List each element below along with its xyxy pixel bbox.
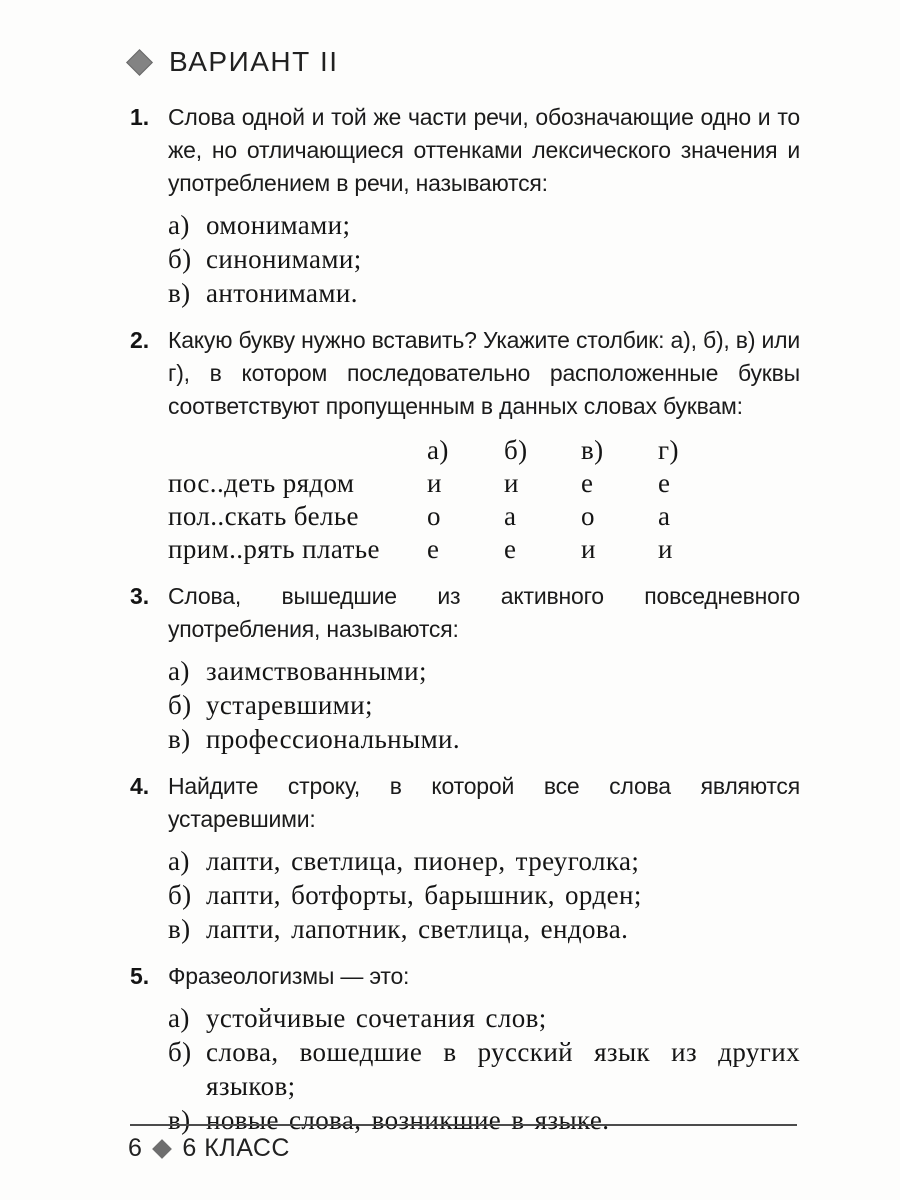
- option-text: антонимами.: [206, 278, 358, 308]
- option: [168, 1103, 800, 1137]
- option: [168, 242, 800, 276]
- table-row: [168, 467, 800, 500]
- option-letter: а): [168, 1003, 190, 1033]
- question-5: [130, 960, 800, 1151]
- table-col-header: а): [427, 435, 449, 465]
- table-word: пос..деть рядом: [168, 468, 355, 498]
- question-body: [168, 101, 800, 324]
- option: [168, 912, 800, 946]
- option-text: профессиональными.: [206, 724, 461, 754]
- options-list: [168, 654, 800, 756]
- question-body: [168, 770, 800, 960]
- question-text: Слова, вышедшие из активного повседневного употребления, называются:: [168, 583, 800, 642]
- option-text: синонимами;: [206, 244, 362, 274]
- table-header-row: [168, 434, 800, 467]
- footer-diamond-icon: [153, 1139, 173, 1159]
- question-text: Какую букву нужно вставить? Укажите столбик: а), б), в) или г), в котором последовательно расположенные буквы соответствуют пропущенным в данных словах буквам:: [168, 327, 800, 419]
- option-letter: в): [168, 724, 191, 754]
- question-1: [130, 101, 800, 324]
- option-text: новые слова, возникшие в языке.: [206, 1105, 610, 1135]
- page-footer: [128, 1134, 290, 1163]
- table-word: прим..рять платье: [168, 534, 380, 564]
- letter-table: [168, 434, 800, 566]
- option-letter: в): [168, 1105, 191, 1135]
- option: [168, 1035, 800, 1103]
- option-letter: а): [168, 656, 190, 686]
- option: [168, 276, 800, 310]
- option-text: устойчивые сочетания слов;: [206, 1003, 547, 1033]
- table-letter: и: [427, 468, 442, 498]
- variant-header: [130, 45, 800, 79]
- table-letter: е: [427, 534, 440, 564]
- option-letter: а): [168, 210, 190, 240]
- table-word: пол..скать белье: [168, 501, 359, 531]
- footer-section-label: 6 КЛАСС: [182, 1134, 290, 1162]
- option: [168, 722, 800, 756]
- table-col-header: б): [504, 435, 528, 465]
- question-number: 2.: [130, 327, 150, 353]
- option: [168, 844, 800, 878]
- question-body: [168, 960, 800, 1151]
- option-text: заимствованными;: [206, 656, 427, 686]
- option-text: устаревшими;: [206, 690, 373, 720]
- table-letter: о: [427, 501, 441, 531]
- option: [168, 208, 800, 242]
- question-number: 4.: [130, 773, 150, 799]
- option-letter: в): [168, 914, 191, 944]
- option-text: омонимами;: [206, 210, 351, 240]
- options-list: [168, 208, 800, 310]
- option-letter: б): [168, 244, 192, 274]
- question-body: [168, 324, 800, 580]
- option: [168, 878, 800, 912]
- option-text: лапти, лапотник, светлица, ендова.: [206, 914, 629, 944]
- table-letter: и: [581, 534, 596, 564]
- option-text: слова, вошедшие в русский язык из других языков;: [206, 1037, 800, 1101]
- table-corner-cell: [168, 434, 427, 467]
- question-number: 1.: [130, 104, 150, 130]
- diamond-icon: [126, 49, 153, 76]
- option: [168, 1001, 800, 1035]
- table-col-header: г): [658, 435, 679, 465]
- option-letter: б): [168, 690, 192, 720]
- page-number: 6: [128, 1134, 143, 1162]
- question-number: 3.: [130, 583, 150, 609]
- table-letter: и: [504, 468, 519, 498]
- question-4: [130, 770, 800, 960]
- variant-title: ВАРИАНТ II: [169, 46, 339, 77]
- question-number: 5.: [130, 963, 150, 989]
- options-list: [168, 844, 800, 946]
- options-list: [168, 1001, 800, 1137]
- option-text: лапти, ботфорты, барышник, орден;: [206, 880, 642, 910]
- table-letter: о: [581, 501, 595, 531]
- footer-rule: [130, 1124, 797, 1126]
- table-letter: а: [504, 501, 517, 531]
- question-3: [130, 580, 800, 770]
- table-letter: е: [581, 468, 594, 498]
- option-letter: а): [168, 846, 190, 876]
- table-row: [168, 533, 800, 566]
- option: [168, 654, 800, 688]
- table-letter: е: [658, 468, 671, 498]
- table-letter: а: [658, 501, 671, 531]
- option-letter: б): [168, 1037, 192, 1067]
- question-text: Фразеологизмы — это:: [168, 963, 410, 989]
- table-row: [168, 500, 800, 533]
- question-text: Слова одной и той же части речи, обозначающие одно и то же, но отличающиеся оттенками лексического значения и употреблением в речи, называются:: [168, 104, 800, 196]
- option-letter: в): [168, 278, 191, 308]
- option-text: лапти, светлица, пионер, треуголка;: [206, 846, 640, 876]
- table-col-header: в): [581, 435, 604, 465]
- table-letter: е: [504, 534, 517, 564]
- option-letter: б): [168, 880, 192, 910]
- table-letter: и: [658, 534, 673, 564]
- question-body: [168, 580, 800, 770]
- question-text: Найдите строку, в которой все слова являются устаревшими:: [168, 773, 800, 832]
- question-2: [130, 324, 800, 580]
- option: [168, 688, 800, 722]
